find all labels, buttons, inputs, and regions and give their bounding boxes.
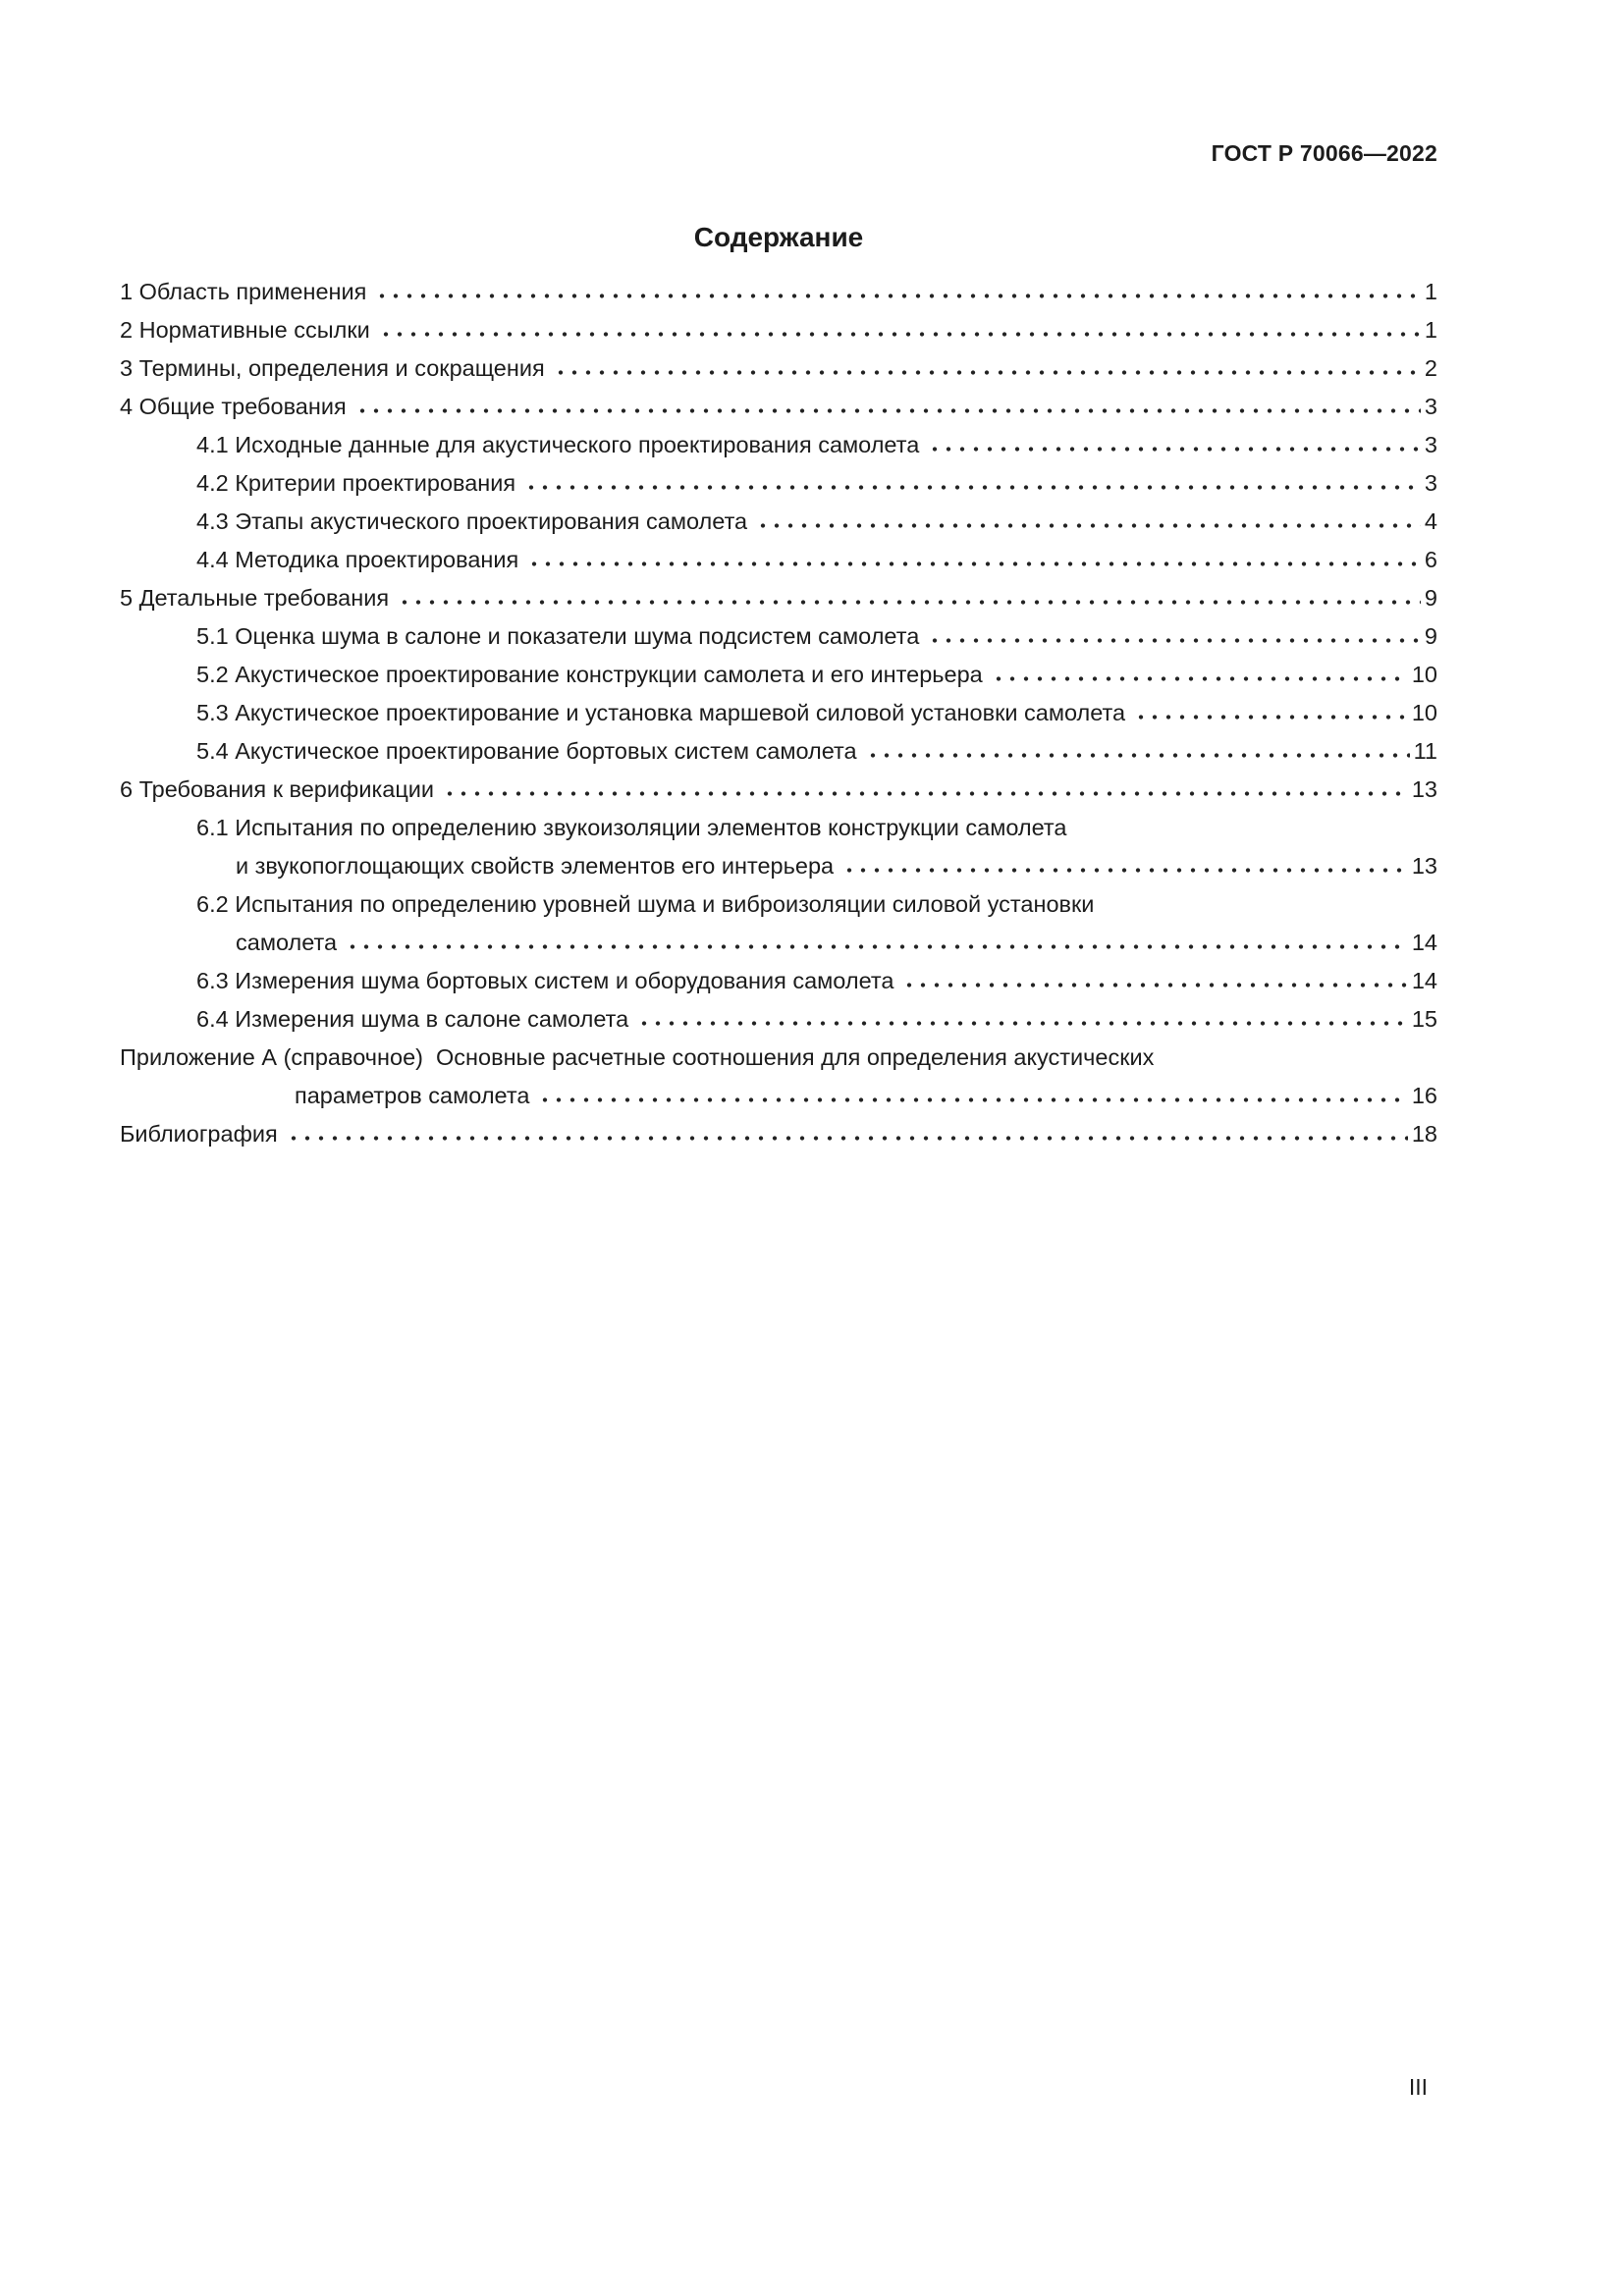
toc-entry-page: 4 xyxy=(1424,508,1437,534)
toc-entry-page: 2 xyxy=(1424,355,1437,381)
toc-entry xyxy=(120,656,1437,694)
toc-entry-page: 3 xyxy=(1424,394,1437,419)
toc-dot-leader xyxy=(443,781,1408,797)
toc-entry-label: 6.3 Измерения шума бортовых систем и оборудования самолета xyxy=(196,968,894,993)
toc-dot-leader xyxy=(527,552,1421,567)
toc-entry-page: 9 xyxy=(1424,623,1437,649)
toc-dot-leader xyxy=(928,628,1421,644)
toc-entry xyxy=(120,541,1437,579)
toc-dot-leader xyxy=(538,1088,1407,1103)
toc-dot-leader xyxy=(554,360,1421,376)
toc-entry-label: 6.1 Испытания по определению звукоизоляции элементов конструкции самолета xyxy=(196,815,1067,840)
toc-entry xyxy=(120,1039,1437,1077)
toc-entry-continuation xyxy=(120,1077,1437,1115)
toc-entry-continuation xyxy=(120,847,1437,885)
page-title: Содержание xyxy=(693,222,864,252)
toc-entry-label: 4.1 Исходные данные для акустического проектирования самолета xyxy=(196,432,920,457)
toc-entry xyxy=(120,273,1437,311)
toc-entry-label: 4.3 Этапы акустического проектирования самолета xyxy=(196,508,748,534)
toc-entry xyxy=(120,732,1437,771)
toc-entry xyxy=(120,1115,1437,1153)
toc-entry xyxy=(120,771,1437,809)
toc-entry-label: 5.3 Акустическое проектирование и установка маршевой силовой установки самолета xyxy=(196,700,1126,725)
toc-entry-page: 10 xyxy=(1411,662,1437,687)
toc-entry-label: 4 Общие требования xyxy=(120,394,347,419)
toc-dot-leader xyxy=(524,475,1421,491)
toc-dot-leader xyxy=(375,284,1421,299)
toc-entry xyxy=(120,349,1437,388)
toc-entry xyxy=(120,311,1437,349)
toc-entry-page: 15 xyxy=(1411,1006,1437,1032)
toc-entry-page: 3 xyxy=(1424,432,1437,457)
toc-entry-page: 1 xyxy=(1424,317,1437,343)
toc-entry xyxy=(120,426,1437,464)
toc-dot-leader xyxy=(637,1011,1408,1027)
toc-entry xyxy=(120,962,1437,1000)
toc-entry-label: 5.2 Акустическое проектирование конструкции самолета и его интерьера xyxy=(196,662,983,687)
toc-entry-label: 4.4 Методика проектирования xyxy=(196,547,519,572)
toc-dot-leader xyxy=(379,322,1421,338)
toc-entry xyxy=(120,694,1437,732)
toc-entry-label: самолета xyxy=(236,930,338,955)
toc-entry-label: Приложение А (справочное) Основные расчетные соотношения для определения акустических xyxy=(120,1044,1155,1070)
toc-entry-continuation xyxy=(120,924,1437,962)
toc-entry xyxy=(120,809,1437,847)
toc-entry-page: 13 xyxy=(1411,776,1437,802)
toc-dot-leader xyxy=(928,437,1421,453)
toc-entry-page: 18 xyxy=(1411,1121,1437,1147)
toc-entry-label: параметров самолета xyxy=(295,1083,530,1108)
toc-entry-label: 5.4 Акустическое проектирование бортовых систем самолета xyxy=(196,738,857,764)
toc-dot-leader xyxy=(866,743,1410,759)
toc-dot-leader xyxy=(756,513,1421,529)
toc-entry-label: 6 Требования к верификации xyxy=(120,776,435,802)
table-of-contents xyxy=(120,273,1437,1153)
toc-entry xyxy=(120,464,1437,503)
toc-dot-leader xyxy=(287,1126,1408,1142)
toc-entry xyxy=(120,617,1437,656)
toc-entry xyxy=(120,503,1437,541)
toc-entry-page: 10 xyxy=(1411,700,1437,725)
toc-dot-leader xyxy=(355,399,1421,414)
toc-entry-label: 6.4 Измерения шума в салоне самолета xyxy=(196,1006,629,1032)
toc-dot-leader xyxy=(1134,705,1408,721)
toc-entry-page: 14 xyxy=(1411,930,1437,955)
toc-entry-page: 6 xyxy=(1424,547,1437,572)
toc-dot-leader xyxy=(992,667,1408,682)
toc-entry-page: 3 xyxy=(1424,470,1437,496)
toc-entry-label: Библиография xyxy=(120,1121,278,1147)
toc-dot-leader xyxy=(842,858,1408,874)
toc-dot-leader xyxy=(902,973,1407,988)
toc-entry-label: 1 Область применения xyxy=(120,279,367,304)
toc-entry-page: 1 xyxy=(1424,279,1437,304)
toc-entry-label: 3 Термины, определения и сокращения xyxy=(120,355,545,381)
toc-entry-page: 14 xyxy=(1411,968,1437,993)
toc-entry-page: 11 xyxy=(1413,738,1437,764)
toc-entry xyxy=(120,388,1437,426)
toc-entry-page: 13 xyxy=(1411,853,1437,879)
toc-dot-leader xyxy=(346,934,1408,950)
toc-entry-label: 2 Нормативные ссылки xyxy=(120,317,370,343)
toc-entry-label: 5.1 Оценка шума в салоне и показатели шума подсистем самолета xyxy=(196,623,920,649)
document-number: ГОСТ Р 70066—2022 xyxy=(1211,140,1437,166)
toc-entry-label: 4.2 Критерии проектирования xyxy=(196,470,516,496)
toc-entry xyxy=(120,885,1437,924)
toc-entry-page: 16 xyxy=(1411,1083,1437,1108)
toc-entry xyxy=(120,1000,1437,1039)
toc-entry-label: 6.2 Испытания по определению уровней шума и виброизоляции силовой установки xyxy=(196,891,1095,917)
toc-dot-leader xyxy=(398,590,1421,606)
toc-entry-page: 9 xyxy=(1424,585,1437,611)
toc-entry xyxy=(120,579,1437,617)
folio-page-number: III xyxy=(1408,2074,1428,2100)
toc-entry-label: 5 Детальные требования xyxy=(120,585,390,611)
toc-entry-label: и звукопоглощающих свойств элементов его интерьера xyxy=(236,853,835,879)
